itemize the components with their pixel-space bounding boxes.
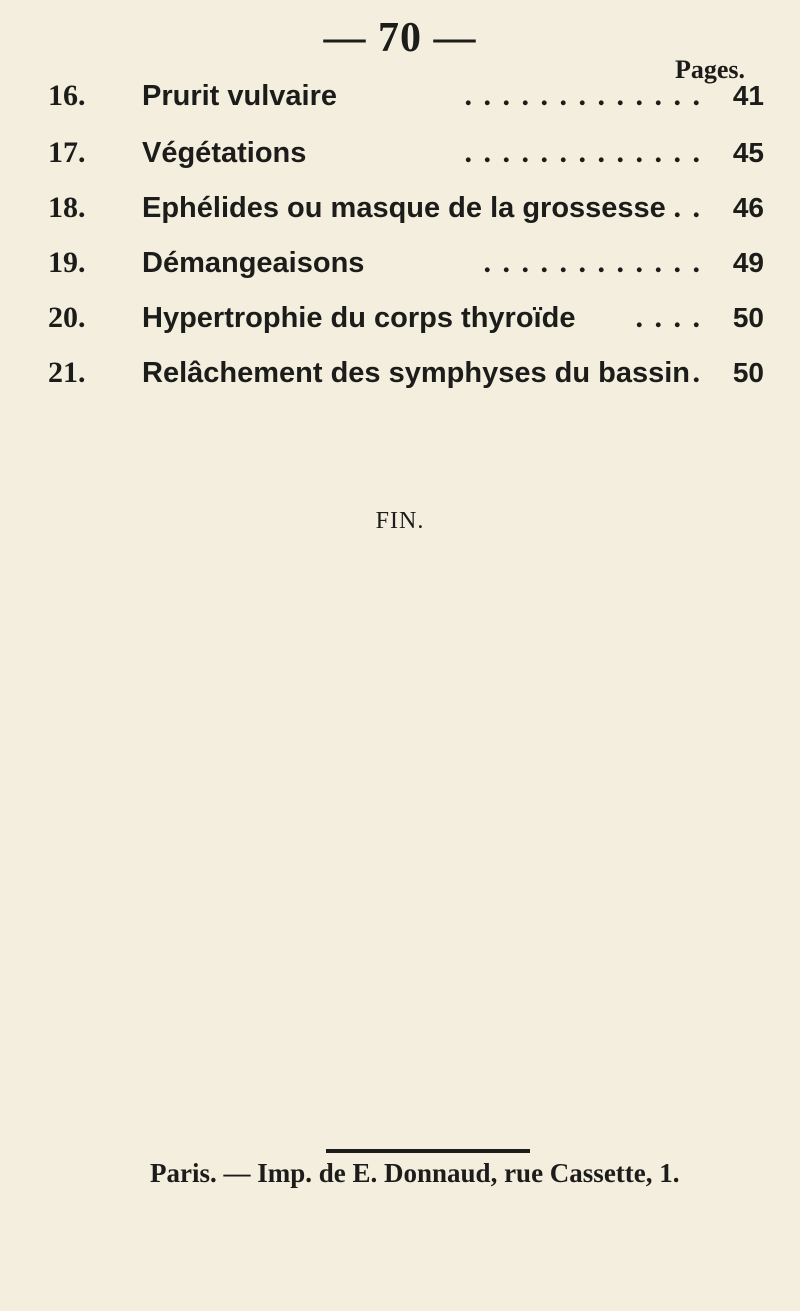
entry-page: 50 — [732, 357, 764, 388]
entry-title: Ephélides ou masque de la grossesse — [142, 192, 666, 224]
entry-title: Démangeaisons — [142, 247, 365, 279]
imprint-rule — [326, 1149, 530, 1153]
entry-title: Hypertrophie du corps thyroïde — [142, 302, 576, 334]
toc-entry — [48, 190, 764, 226]
entry-number: 18. — [48, 191, 86, 224]
entry-number: 20. — [48, 301, 86, 334]
dot-leader: . . . . . . . . . . . . — [483, 246, 702, 279]
toc-entry — [48, 135, 764, 171]
dot-leader: . . . . . . . . . . . . . — [464, 79, 702, 112]
printer-imprint: Paris. — Imp. de E. Donnaud, rue Cassette, 1. — [150, 1158, 680, 1188]
dot-leader: . . . . . . . . . . . . . — [464, 136, 702, 169]
dot-leader: . — [692, 356, 702, 389]
toc-entry — [48, 78, 764, 114]
entry-page: 45 — [732, 137, 764, 168]
toc-entry — [48, 300, 764, 336]
fin-label: FIN. — [375, 508, 425, 534]
entry-title: Relâchement des symphyses du bassin — [142, 357, 690, 389]
entry-page: 50 — [732, 302, 764, 333]
dot-leader: . . — [673, 191, 702, 224]
entry-page: 41 — [732, 80, 764, 111]
dot-leader: . . . . — [635, 301, 702, 334]
page-number: — 70 — — [323, 15, 477, 61]
entry-number: 19. — [48, 246, 86, 279]
toc-entry — [48, 355, 764, 391]
entry-title: Végétations — [142, 137, 307, 169]
entry-number: 21. — [48, 356, 86, 389]
pages-column-header: Pages. — [675, 55, 746, 84]
entry-number: 17. — [48, 136, 86, 169]
entry-number: 16. — [48, 79, 86, 112]
entry-title: Prurit vulvaire — [142, 80, 338, 112]
entry-page: 49 — [732, 247, 764, 278]
toc-entry — [48, 245, 764, 281]
entry-page: 46 — [732, 192, 764, 223]
